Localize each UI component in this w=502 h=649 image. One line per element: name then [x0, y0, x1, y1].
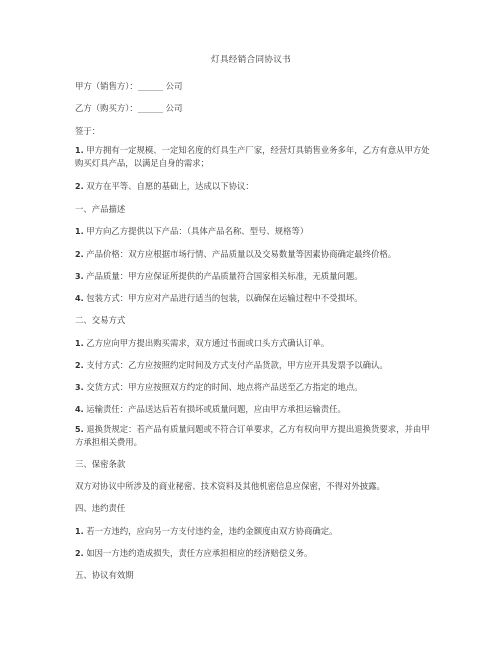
- trade-item-2: [75, 359, 437, 372]
- document-title: 灯具经销合同协议书: [210, 55, 292, 65]
- item-number: 3.: [75, 272, 84, 281]
- item-text: 交货方式：甲方应按照双方约定的时间、地点将产品送至乙方指定的地点。: [83, 382, 363, 392]
- item-text: 运输责任：产品送达后若有损坏或质量问题，应由甲方承担运输责任。: [83, 404, 346, 414]
- section-heading-product: 一、产品描述: [75, 204, 126, 214]
- confidentiality-body: 双方对协议中所涉及的商业秘密、技术资料及其他机密信息应保密，不得对外披露。: [75, 481, 385, 491]
- item-text: 包装方式：甲方应对产品进行适当的包装，以确保在运输过程中不受损坏。: [83, 293, 363, 303]
- item-text: 产品价格：双方应根据市场行情、产品质量以及交易数量等因素协商确定最终价格。: [83, 249, 397, 259]
- recital-1: [75, 144, 437, 169]
- product-item-1: [75, 225, 437, 238]
- trade-item-5: [75, 423, 437, 448]
- section-heading-validity: 五、协议有效期: [75, 570, 134, 580]
- product-item-4: [75, 292, 437, 305]
- item-text: 退换货规定：若产品有质量问题或不符合订单要求，乙方有权向甲方提出退换货要求，并由甲方承担相关费用。: [75, 424, 430, 447]
- breach-item-1: [75, 525, 437, 538]
- recital-number: 1.: [75, 146, 84, 155]
- item-text: 乙方应向甲方提出购买需求，双方通过书面或口头方式确认订单。: [83, 338, 330, 348]
- trade-item-1: [75, 337, 437, 350]
- party-a-line: 甲方（销售方）：______ 公司: [75, 81, 183, 91]
- item-text: 支付方式：乙方应按照约定时间及方式支付产品货款，甲方应开具发票予以确认。: [83, 360, 388, 370]
- trade-item-4: [75, 403, 437, 416]
- section-heading-breach: 四、违约责任: [75, 503, 126, 513]
- item-number: 4.: [75, 294, 84, 303]
- party-b-line: 乙方（购买方）：______ 公司: [75, 103, 183, 113]
- item-number: 2.: [75, 361, 84, 370]
- item-number: 1.: [75, 227, 84, 236]
- item-number: 2.: [75, 549, 84, 558]
- item-number: 1.: [75, 527, 84, 536]
- item-number: 4.: [75, 405, 84, 414]
- item-number: 3.: [75, 383, 84, 392]
- item-number: 2.: [75, 250, 84, 259]
- trade-item-3: [75, 381, 437, 394]
- item-text: 若一方违约，应向另一方支付违约金，违约金额度由双方协商确定。: [83, 526, 338, 536]
- recital-number: 2.: [75, 182, 84, 191]
- recital-text: 甲方拥有一定规模、一定知名度的灯具生产厂家，经营灯具销售业务多年，乙方有意从甲方处购买灯具产品，以满足自身的需求；: [75, 145, 430, 168]
- product-item-2: [75, 248, 437, 261]
- recital-text: 双方在平等、自愿的基础上，达成以下协议：: [83, 181, 254, 191]
- signing-line: 签于：: [75, 126, 101, 136]
- item-number: 1.: [75, 339, 84, 348]
- product-item-3: [75, 270, 437, 283]
- section-heading-confidentiality: 三、保密条款: [75, 459, 126, 469]
- recital-2: [75, 180, 437, 193]
- breach-item-2: [75, 547, 437, 560]
- item-text: 甲方向乙方提供以下产品：（具体产品名称、型号、规格等）: [83, 226, 309, 236]
- section-heading-trade: 二、交易方式: [75, 315, 126, 325]
- item-number: 5.: [75, 425, 84, 434]
- item-text: 产品质量：甲方应保证所提供的产品质量符合国家相关标准，无质量问题。: [83, 271, 363, 281]
- item-text: 如因一方违约造成损失，责任方应承担相应的经济赔偿义务。: [83, 548, 313, 558]
